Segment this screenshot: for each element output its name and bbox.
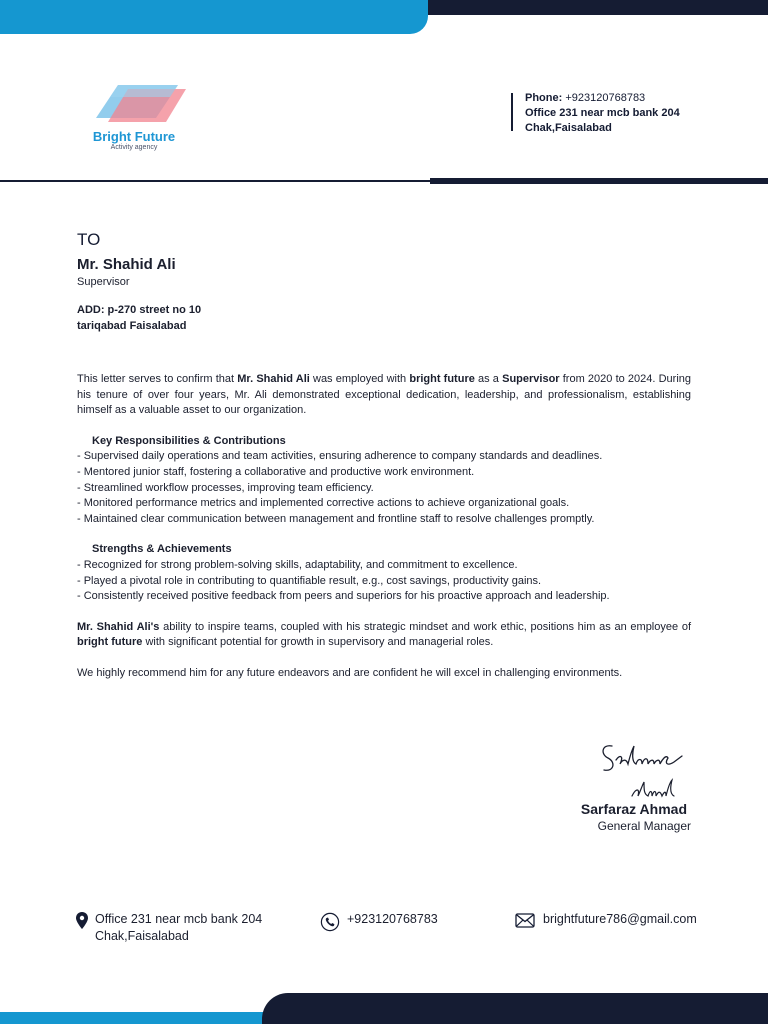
strengths-heading: Strengths & Achievements (92, 543, 232, 556)
header-phone-label: Phone: (525, 92, 563, 104)
intro-text-1: This letter serves to confirm that (77, 373, 238, 385)
closing-text-2: with significant potential for growth in supervisory and managerial roles. (142, 636, 494, 649)
closing-text-1: ability to inspire teams, coupled with his strategic mindset and work ethic, positions him as an employee of (159, 620, 691, 633)
logo-tagline: Activity agency (110, 144, 158, 151)
recipient-role: Supervisor (77, 276, 130, 288)
responsibility-item: - Mentored junior staff, fostering a collaborative and productive work environment. (77, 465, 475, 478)
handwritten-signature (598, 738, 690, 804)
signatory-title: General Manager (597, 819, 691, 833)
header-divider-accent (430, 178, 768, 184)
responsibilities-heading: Key Responsibilities & Contributions (92, 434, 286, 447)
letter-body (77, 372, 691, 682)
closing-paragraph (77, 620, 691, 651)
header-contact-divider (511, 93, 513, 131)
footer-address-line1: Office 231 near mcb bank 204 (95, 912, 263, 926)
strength-item: - Played a pivotal role in contributing to quantifiable result, e.g., cost savings, productivity gains. (77, 574, 542, 587)
header-address-line1: Office 231 near mcb bank 204 (525, 107, 680, 119)
intro-bold-role: Supervisor (502, 373, 560, 385)
signatory-name: Sarfaraz Ahmad (580, 801, 687, 817)
recipient-name: Mr. Shahid Ali (77, 256, 176, 273)
to-label: TO (77, 230, 101, 249)
phone-icon (320, 912, 340, 932)
responsibility-item: - Maintained clear communication between management and frontline staff to resolve challenges promptly. (77, 512, 595, 525)
recipient-address (77, 302, 201, 334)
responsibility-item: - Monitored performance metrics and implemented corrective actions to achieve organizational goals. (77, 497, 570, 510)
top-accent-bar-blue (0, 0, 428, 34)
intro-paragraph (77, 372, 691, 419)
strength-item: - Recognized for strong problem-solving skills, adaptability, and commitment to excellence. (77, 558, 518, 571)
header-address-line2: Chak,Faisalabad (525, 122, 612, 134)
intro-text-2: was employed with (309, 373, 410, 385)
recipient-address-line1: ADD: p-270 street no 10 (77, 304, 202, 316)
location-pin-icon (76, 912, 88, 930)
footer-phone: +923120768783 (347, 912, 438, 926)
intro-bold-name: Mr. Shahid Ali (237, 373, 310, 385)
recommendation-paragraph: We highly recommend him for any future endeavors and are confident he will excel in challenging environments. (77, 666, 623, 679)
intro-text-3: as a (474, 373, 503, 385)
bottom-accent-bar-blue (0, 1012, 300, 1024)
email-icon (515, 913, 535, 928)
closing-bold-company: bright future (77, 636, 143, 649)
bottom-accent-bar-navy (262, 993, 768, 1024)
closing-bold-name: Mr. Shahid Ali's (77, 620, 160, 633)
responsibility-item: - Supervised daily operations and team activities, ensuring adherence to company standards and deadlines. (77, 450, 603, 463)
footer-address (95, 911, 262, 945)
intro-bold-company: bright future (409, 373, 475, 385)
recipient-address-line2: tariqabad Faisalabad (77, 320, 187, 332)
header-phone: +923120768783 (565, 92, 646, 104)
footer-address-line2: Chak,Faisalabad (95, 929, 189, 943)
strength-item: - Consistently received positive feedback from peers and superiors for his proactive approach and leadership. (77, 590, 610, 603)
logo-brand-name: Bright Future (92, 129, 176, 144)
top-accent-bar-navy (428, 0, 768, 15)
footer-email: brightfuture786@gmail.com (543, 912, 697, 926)
intro-text-4: from 2020 to 2024. During his tenure of over four years, Mr. Ali demonstrated exceptional dedication, leadership, and professionalism, establishing himself as a valuable asset to our organization. (77, 373, 692, 417)
responsibility-item: - Streamlined workflow processes, improving team efficiency. (77, 481, 374, 494)
header-contact (525, 91, 680, 136)
